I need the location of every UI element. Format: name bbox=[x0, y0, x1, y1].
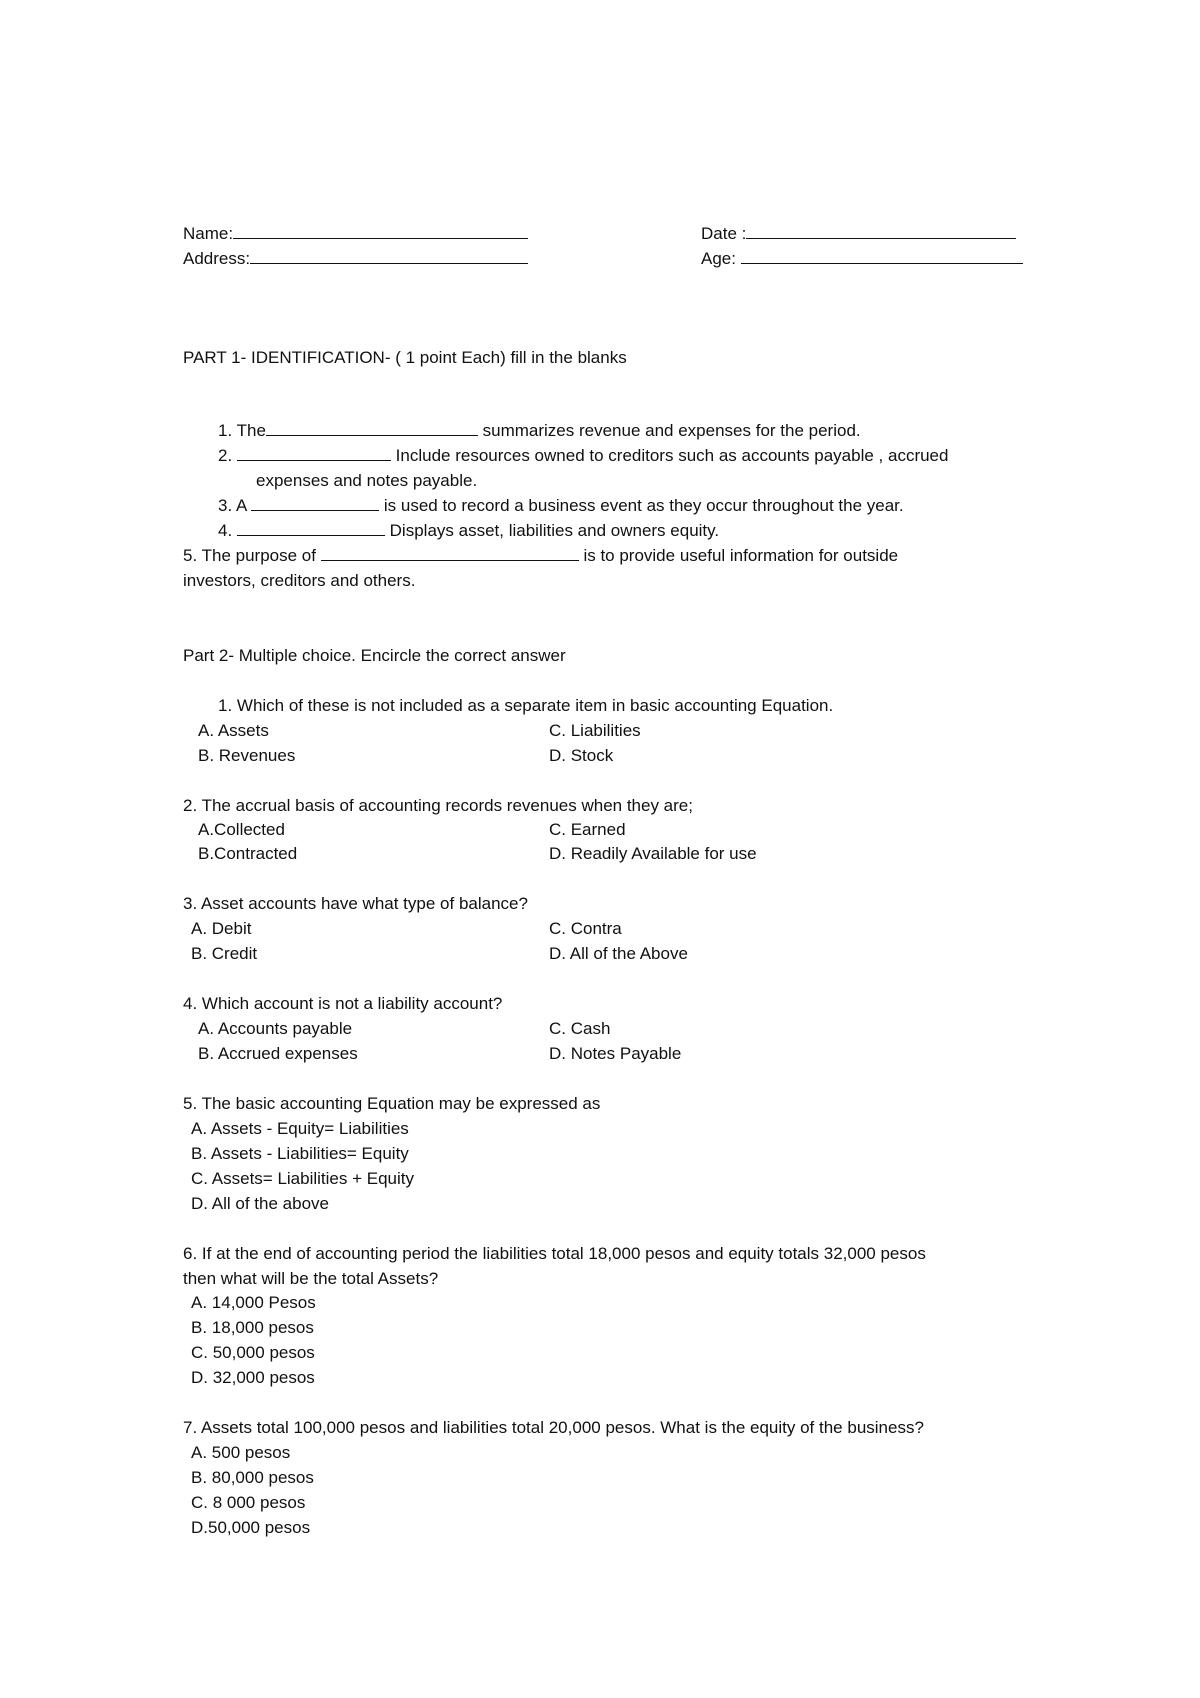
part1-item-2: 2. Include resources owned to creditors such as accounts payable , accrued bbox=[218, 446, 949, 465]
q6-option-d[interactable]: D. 32,000 pesos bbox=[191, 1368, 315, 1387]
q3-option-b[interactable]: B. Credit bbox=[191, 944, 258, 963]
q3-option-c[interactable]: C. Contra bbox=[549, 919, 622, 938]
date-blank[interactable] bbox=[746, 222, 1016, 239]
address-blank[interactable] bbox=[250, 247, 528, 264]
q4-option-d[interactable]: D. Notes Payable bbox=[549, 1044, 682, 1063]
q1-option-a[interactable]: A. Assets bbox=[198, 721, 269, 740]
q7-option-c[interactable]: C. 8 000 pesos bbox=[191, 1493, 306, 1512]
name-field[interactable] bbox=[183, 221, 528, 246]
name-blank[interactable] bbox=[233, 222, 528, 239]
question-6: 6. If at the end of accounting period the liabilities total 18,000 pesos and equity totals 32,000 pesos bbox=[183, 1244, 926, 1263]
part1-item-5-cont: investors, creditors and others. bbox=[183, 571, 416, 590]
address-label: Address: bbox=[183, 249, 251, 268]
answer-blank-1[interactable] bbox=[266, 419, 478, 436]
q2-option-a[interactable]: A.Collected bbox=[198, 820, 285, 839]
q7-option-b[interactable]: B. 80,000 pesos bbox=[191, 1468, 314, 1487]
age-field[interactable] bbox=[701, 246, 1023, 271]
question-4: 4. Which account is not a liability account? bbox=[183, 994, 503, 1013]
age-label: Age: bbox=[701, 249, 736, 268]
date-field[interactable] bbox=[701, 221, 1016, 246]
q6-option-c[interactable]: C. 50,000 pesos bbox=[191, 1343, 315, 1362]
q7-option-d[interactable]: D.50,000 pesos bbox=[191, 1518, 311, 1537]
part2-title: Part 2- Multiple choice. Encircle the correct answer bbox=[183, 646, 566, 665]
part1-item-2-cont: expenses and notes payable. bbox=[256, 471, 478, 490]
q6-option-b[interactable]: B. 18,000 pesos bbox=[191, 1318, 314, 1337]
q4-option-a[interactable]: A. Accounts payable bbox=[198, 1019, 353, 1038]
q4-option-c[interactable]: C. Cash bbox=[549, 1019, 611, 1038]
answer-blank-2[interactable] bbox=[237, 444, 391, 461]
question-6-cont: then what will be the total Assets? bbox=[183, 1269, 439, 1288]
q5-option-c[interactable]: C. Assets= Liabilities + Equity bbox=[191, 1169, 415, 1188]
q5-option-b[interactable]: B. Assets - Liabilities= Equity bbox=[191, 1144, 409, 1163]
q5-option-d[interactable]: D. All of the above bbox=[191, 1194, 329, 1213]
part1-item-5: 5. The purpose of is to provide useful information for outside bbox=[183, 546, 899, 565]
q7-option-a[interactable]: A. 500 pesos bbox=[191, 1443, 291, 1462]
q3-option-a[interactable]: A. Debit bbox=[191, 919, 252, 938]
age-blank[interactable] bbox=[741, 247, 1023, 264]
part1-item-1: 1. The summarizes revenue and expenses for the period. bbox=[218, 421, 861, 440]
name-label: Name: bbox=[183, 224, 234, 243]
question-3: 3. Asset accounts have what type of balance? bbox=[183, 894, 528, 913]
answer-blank-5[interactable] bbox=[321, 544, 579, 561]
q1-option-c[interactable]: C. Liabilities bbox=[549, 721, 641, 740]
question-1: 1. Which of these is not included as a separate item in basic accounting Equation. bbox=[218, 696, 834, 715]
part1-item-4: 4. Displays asset, liabilities and owners equity. bbox=[218, 521, 720, 540]
date-label: Date : bbox=[701, 224, 747, 243]
q2-option-c[interactable]: C. Earned bbox=[549, 820, 626, 839]
q1-option-d[interactable]: D. Stock bbox=[549, 746, 614, 765]
q2-option-b[interactable]: B.Contracted bbox=[198, 844, 298, 863]
question-5: 5. The basic accounting Equation may be expressed as bbox=[183, 1094, 601, 1113]
question-7: 7. Assets total 100,000 pesos and liabilities total 20,000 pesos. What is the equity of the business? bbox=[183, 1418, 924, 1437]
question-2: 2. The accrual basis of accounting records revenues when they are; bbox=[183, 796, 693, 815]
answer-blank-4[interactable] bbox=[237, 519, 385, 536]
q6-option-a[interactable]: A. 14,000 Pesos bbox=[191, 1293, 316, 1312]
part1-title: PART 1- IDENTIFICATION- ( 1 point Each) fill in the blanks bbox=[183, 348, 627, 367]
q4-option-b[interactable]: B. Accrued expenses bbox=[198, 1044, 358, 1063]
address-field[interactable] bbox=[183, 246, 528, 271]
q5-option-a[interactable]: A. Assets - Equity= Liabilities bbox=[191, 1119, 409, 1138]
q2-option-d[interactable]: D. Readily Available for use bbox=[549, 844, 757, 863]
part1-item-3: 3. A is used to record a business event as they occur throughout the year. bbox=[218, 496, 904, 515]
q3-option-d[interactable]: D. All of the Above bbox=[549, 944, 688, 963]
answer-blank-3[interactable] bbox=[251, 494, 379, 511]
q1-option-b[interactable]: B. Revenues bbox=[198, 746, 296, 765]
